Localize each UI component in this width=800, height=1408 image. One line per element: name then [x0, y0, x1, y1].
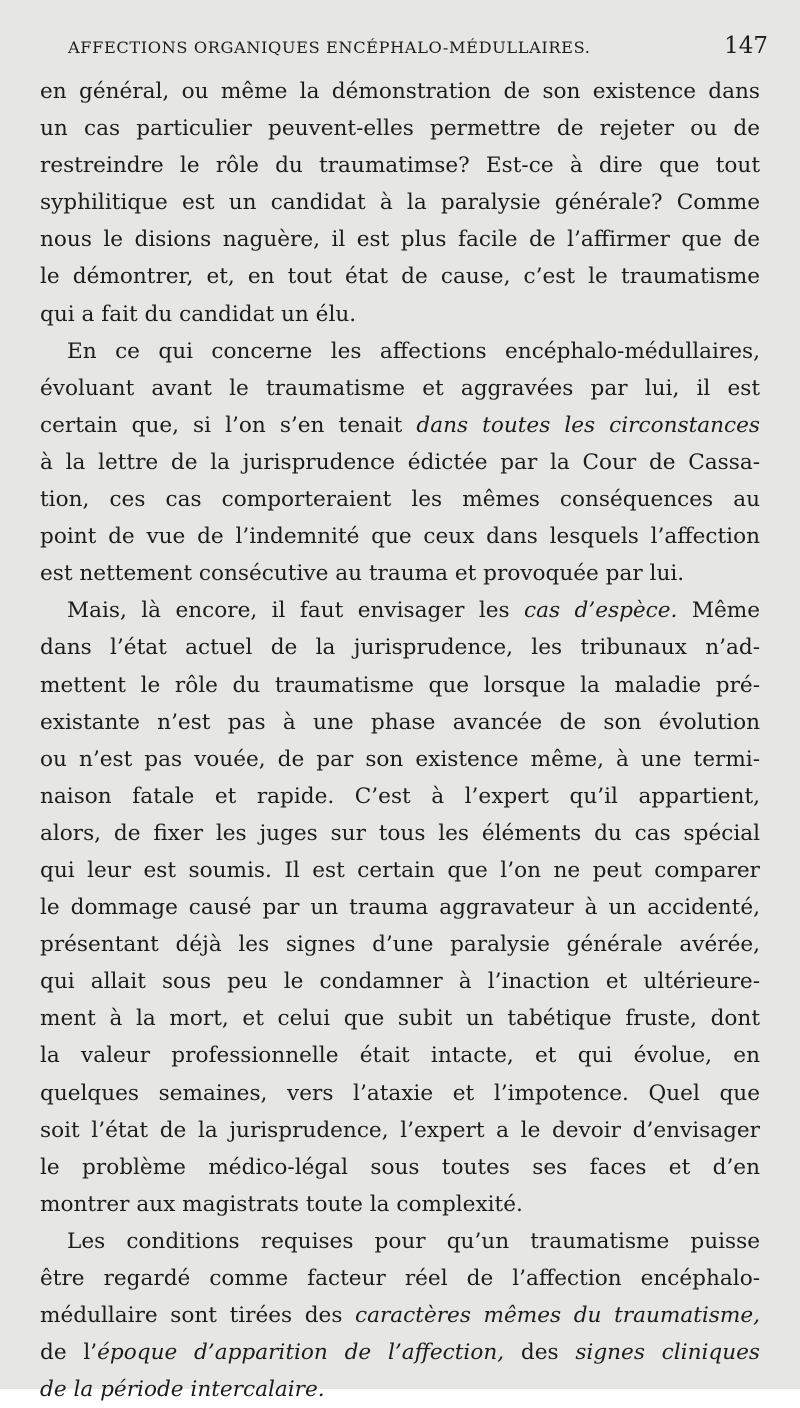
text-line — [40, 407, 760, 444]
text-run: qui a fait du candidat un élu. — [40, 301, 357, 327]
text-run: Même — [677, 598, 760, 624]
text-line — [40, 1149, 760, 1186]
text-line — [40, 1260, 760, 1297]
text-run: le dommage causé par un trauma aggravateur à un accidenté, — [40, 895, 760, 921]
text-line — [40, 147, 760, 184]
text-line — [40, 221, 760, 258]
text-line — [40, 370, 760, 407]
italic-text: cas d’espèce. — [524, 598, 678, 624]
text-run: mettent le rôle du traumatisme que lorsque la maladie pré- — [40, 672, 760, 698]
text-run: le problème médico-légal sous toutes ses faces et d’en — [40, 1154, 760, 1180]
text-run: de l’ — [40, 1340, 98, 1366]
text-run: Mais, là encore, il faut envisager les — [67, 598, 525, 624]
running-head — [68, 33, 768, 63]
text-run: tion, ces cas comporteraient les mêmes conséquences au — [40, 487, 760, 513]
text-line — [40, 1371, 760, 1408]
text-line — [40, 889, 760, 926]
text-line — [40, 1112, 760, 1149]
text-run: médullaire sont tirées des — [40, 1303, 356, 1329]
text-line — [40, 481, 760, 518]
text-line — [40, 184, 760, 221]
text-run: dans l’état actuel de la jurisprudence, les tribunaux n’ad- — [40, 635, 760, 661]
text-line — [40, 444, 760, 481]
paragraph — [40, 1223, 760, 1408]
italic-text: signes cliniques — [575, 1340, 760, 1366]
text-line — [40, 73, 760, 110]
text-line — [40, 778, 760, 815]
text-line — [40, 1075, 760, 1112]
text-line — [40, 1186, 760, 1223]
text-run: syphilitique est un candidat à la paralysie générale? Comme — [40, 190, 760, 216]
body-text — [40, 73, 760, 1408]
text-run: soit l’état de la jurisprudence, l’expert a le devoir d’envisager — [40, 1117, 760, 1143]
text-run: des — [504, 1340, 576, 1366]
text-run: certain que, si l’on s’en tenait — [40, 412, 417, 438]
paragraph — [40, 592, 760, 1223]
text-line — [40, 1223, 760, 1260]
text-run: En ce qui concerne les affections encéphalo-médullaires, — [67, 338, 760, 364]
text-line — [40, 852, 760, 889]
text-run: Les conditions requises pour qu’un traumatisme puisse — [67, 1228, 760, 1254]
text-line — [40, 518, 760, 555]
text-run: existante n’est pas à une phase avancée de son évolution — [40, 709, 760, 735]
text-run: est nettement consécutive au trauma et provoquée par lui. — [40, 561, 685, 587]
text-run: alors, de fixer les juges sur tous les éléments du cas spécial — [40, 820, 760, 846]
text-run: quelques semaines, vers l’ataxie et l’impotence. Quel que — [40, 1080, 760, 1106]
text-run: restreindre le rôle du traumatimse? Est-ce à dire que tout — [40, 153, 760, 179]
text-line — [40, 704, 760, 741]
page-number: 147 — [724, 33, 768, 59]
text-line — [40, 555, 760, 592]
text-line — [40, 629, 760, 666]
italic-text: caractères mêmes du traumatisme, — [355, 1303, 760, 1329]
text-line — [40, 592, 760, 629]
text-line — [40, 110, 760, 147]
text-run: le démontrer, et, en tout état de cause, c’est le traumatisme — [40, 264, 760, 290]
text-line — [40, 333, 760, 370]
text-line — [40, 1334, 760, 1371]
paragraph — [40, 333, 760, 593]
text-line — [40, 258, 760, 295]
text-run: un cas particulier peuvent-elles permettre de rejeter ou de — [40, 116, 760, 142]
text-line — [40, 741, 760, 778]
text-run: qui allait sous peu le condamner à l’inaction et ultérieure- — [40, 969, 760, 995]
text-run: en général, ou même la démonstration de son existence dans — [40, 79, 760, 104]
running-title: AFFECTIONS ORGANIQUES ENCÉPHALO-MÉDULLAIRES. — [68, 38, 591, 57]
text-line — [40, 1297, 760, 1334]
text-run: point de vue de l’indemnité que ceux dans lesquels l’affection — [40, 524, 760, 550]
italic-text: de la période intercalaire. — [40, 1377, 325, 1403]
text-line — [40, 296, 760, 333]
text-line — [40, 926, 760, 963]
text-run: nous le disions naguère, il est plus facile de l’affirmer que de — [40, 227, 760, 253]
text-run: naison fatale et rapide. C’est à l’expert qu’il appartient, — [40, 783, 760, 809]
text-run: à la lettre de la jurisprudence édictée par la Cour de Cassa- — [40, 449, 760, 475]
text-run: ou n’est pas vouée, de par son existence même, à une termi- — [40, 746, 760, 772]
paragraph — [40, 73, 760, 333]
text-line — [40, 667, 760, 704]
text-line — [40, 963, 760, 1000]
italic-text: époque d’apparition de l’affection, — [97, 1340, 505, 1366]
text-run: ment à la mort, et celui que subit un tabétique fruste, dont — [40, 1006, 760, 1032]
text-line — [40, 815, 760, 852]
text-run: présentant déjà les signes d’une paralysie générale avérée, — [40, 932, 760, 958]
text-line — [40, 1037, 760, 1074]
text-run: évoluant avant le traumatisme et aggravées par lui, il est — [40, 375, 760, 401]
text-run: montrer aux magistrats toute la complexité. — [40, 1191, 523, 1217]
text-run: la valeur professionnelle était intacte, et qui évolue, en — [40, 1043, 760, 1069]
text-run: être regardé comme facteur réel de l’affection encéphalo- — [40, 1266, 760, 1291]
text-line — [40, 1000, 760, 1037]
italic-text: dans toutes les circonstances — [416, 412, 760, 438]
text-run: qui leur est soumis. Il est certain que l’on ne peut comparer — [40, 857, 760, 883]
